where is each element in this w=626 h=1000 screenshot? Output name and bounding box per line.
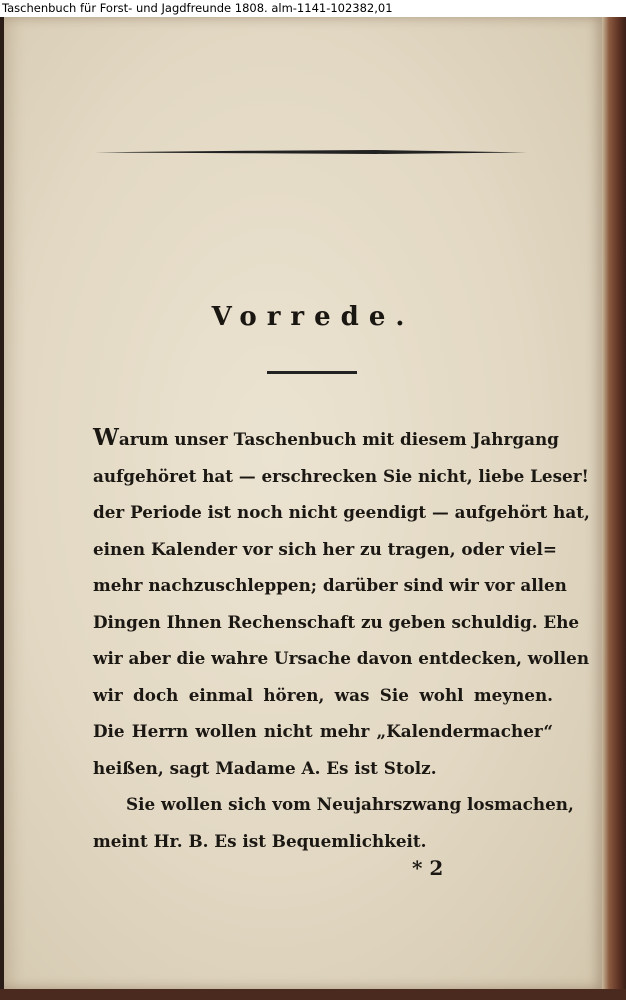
text-line: einen Kalender vor sich her zu tragen, oder viel= [93,538,557,559]
text-line: aufgehöret hat — erschrecken Sie nicht, liebe Leser! [93,465,589,486]
page-bottom-edge [0,989,626,1000]
signature-mark: * 2 [412,856,444,880]
text-line: Sie wollen sich vom Neujahrszwang losmachen, [126,794,574,814]
text-line: wir aber die wahre Ursache davon entdecken, wollen [93,648,590,668]
book-spine [602,17,626,989]
text-line [93,420,559,458]
text-line-content: arum unser Taschenbuch mit diesem Jahrgang [118,429,559,449]
page-heading: Vorrede. [211,302,415,332]
text-line: meint Hr. B. Es ist Bequemlichkeit. [93,830,427,851]
image-caption: Taschenbuch für Forst- und Jagdfreunde 1808. alm-1141-102382,01 [0,0,626,17]
text-line: Die Herrn wollen nicht mehr „Kalendermacher“ [93,721,553,741]
bleed-through-texture [95,170,555,201]
body-text [93,420,590,859]
drop-initial: W [93,424,119,451]
text-line: Dingen Ihnen Rechenschaft zu geben schuldig. Ehe [93,611,580,632]
text-line: mehr nachzuschleppen; darüber sind wir vor allen [93,575,567,595]
text-line: heißen, sagt Madame A. Es ist Stolz. [93,757,437,778]
heading-rule [267,371,357,374]
text-line: der Periode ist noch nicht geendigt — aufgehört hat, [93,502,590,522]
text-line: wir doch einmal hören, was Sie wohl meynen. [93,684,553,705]
